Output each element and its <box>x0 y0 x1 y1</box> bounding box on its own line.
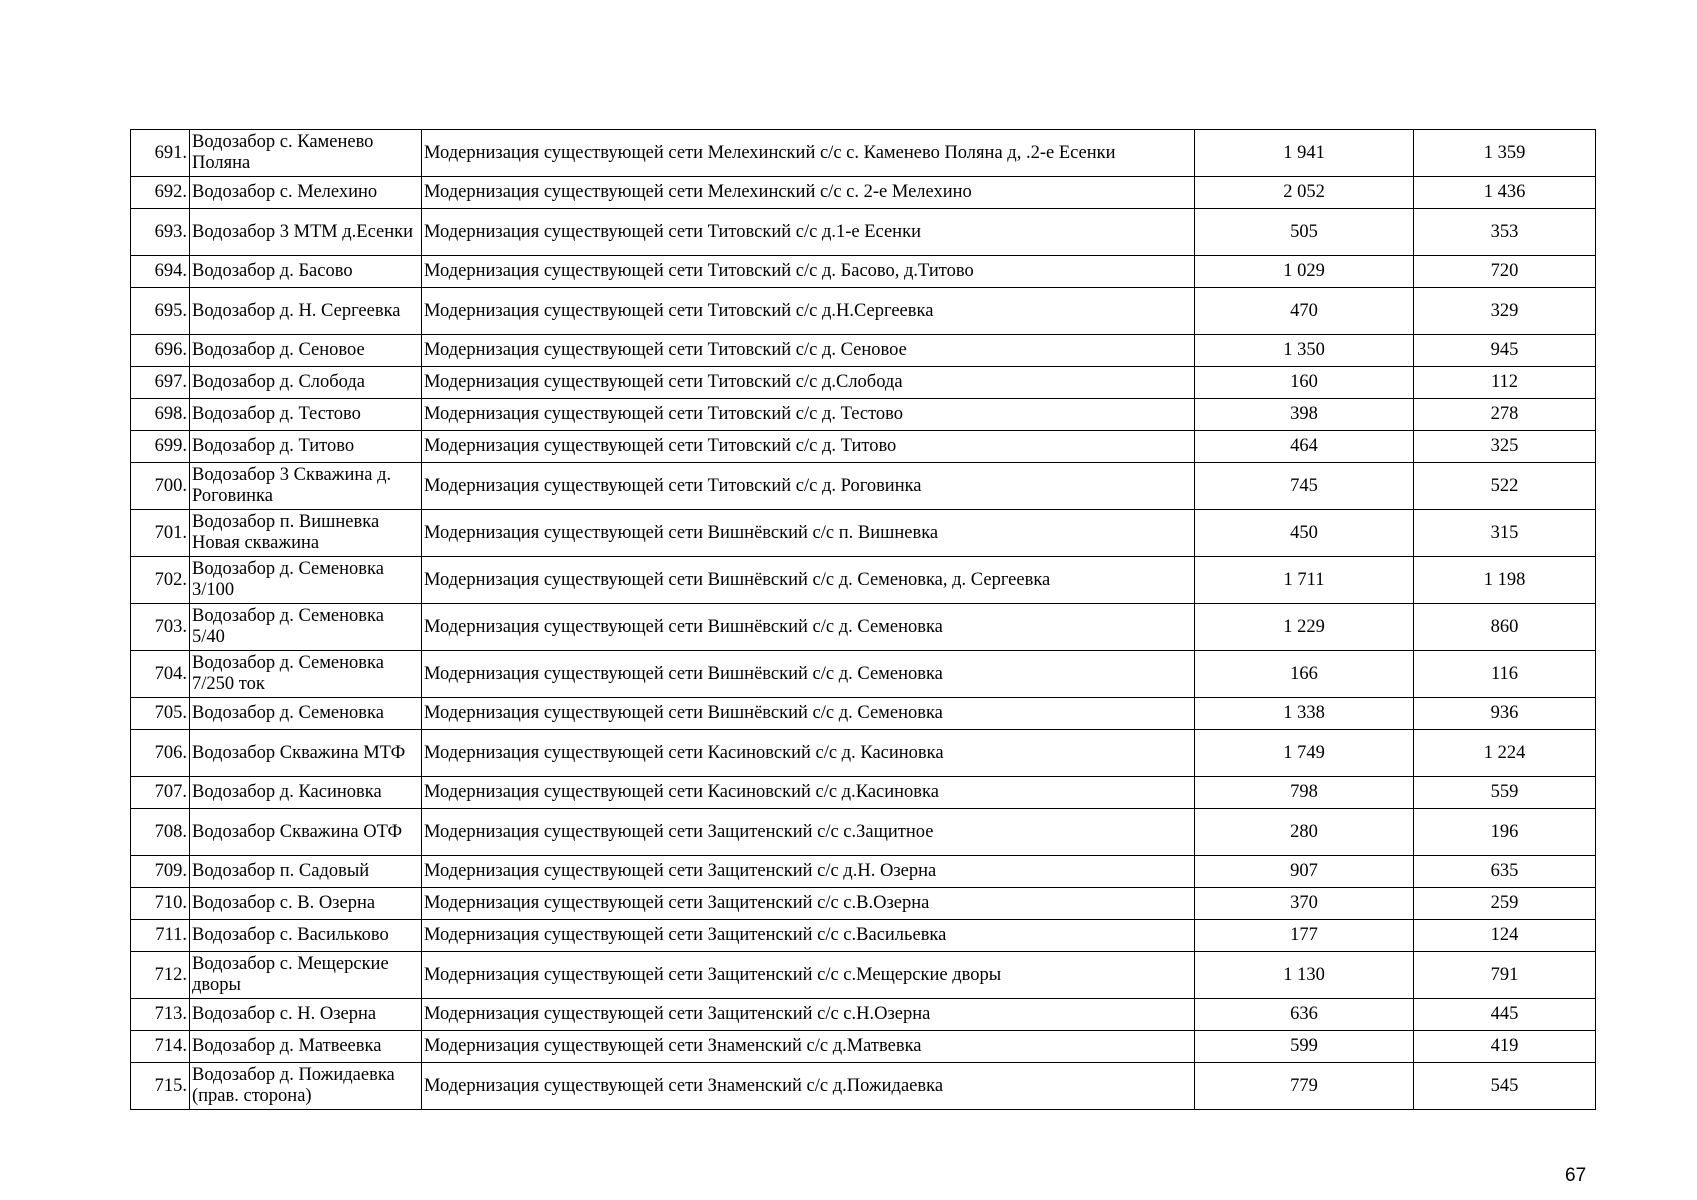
value-cell-2: 315 <box>1414 510 1596 557</box>
value-cell-2: 278 <box>1414 399 1596 431</box>
water-intake-name: Водозабор д. Тестово <box>190 399 422 431</box>
project-description: Модернизация существующей сети Титовский с/с д. Басово, д.Титово <box>422 256 1195 288</box>
value-cell-1: 1 338 <box>1195 698 1414 730</box>
water-intake-name: Водозабор с. Мещерские дворы <box>190 952 422 999</box>
row-number: 710. <box>131 888 190 920</box>
value-cell-2: 112 <box>1414 367 1596 399</box>
row-number: 697. <box>131 367 190 399</box>
project-description: Модернизация существующей сети Вишнёвский с/с п. Вишневка <box>422 510 1195 557</box>
water-intake-name: Водозабор д. Титово <box>190 431 422 463</box>
water-intake-name: Водозабор с. Каменево Поляна <box>190 130 422 177</box>
value-cell-1: 1 749 <box>1195 730 1414 777</box>
project-description: Модернизация существующей сети Титовский с/с д.Слобода <box>422 367 1195 399</box>
water-intake-name: Водозабор д. Сеновое <box>190 335 422 367</box>
project-description: Модернизация существующей сети Титовский с/с д.1-е Есенки <box>422 209 1195 256</box>
project-description: Модернизация существующей сети Защитенский с/с с.Защитное <box>422 809 1195 856</box>
value-cell-2: 522 <box>1414 463 1596 510</box>
water-intake-name: Водозабор 3 Скважина д. Роговинка <box>190 463 422 510</box>
value-cell-1: 370 <box>1195 888 1414 920</box>
value-cell-2: 1 198 <box>1414 557 1596 604</box>
row-number: 691. <box>131 130 190 177</box>
table-row <box>131 999 1596 1031</box>
project-description: Модернизация существующей сети Защитенский с/с с.Н.Озерна <box>422 999 1195 1031</box>
value-cell-1: 599 <box>1195 1031 1414 1063</box>
value-cell-2: 353 <box>1414 209 1596 256</box>
project-description: Модернизация существующей сети Защитенский с/с д.Н. Озерна <box>422 856 1195 888</box>
value-cell-1: 464 <box>1195 431 1414 463</box>
row-number: 713. <box>131 999 190 1031</box>
row-number: 696. <box>131 335 190 367</box>
table-row <box>131 604 1596 651</box>
water-intake-name: Водозабор д. Семеновка 7/250 ток <box>190 651 422 698</box>
value-cell-1: 779 <box>1195 1063 1414 1110</box>
water-intake-table <box>130 129 1596 1110</box>
value-cell-2: 860 <box>1414 604 1596 651</box>
project-description: Модернизация существующей сети Титовский с/с д. Тестово <box>422 399 1195 431</box>
row-number: 705. <box>131 698 190 730</box>
row-number: 709. <box>131 856 190 888</box>
value-cell-2: 1 224 <box>1414 730 1596 777</box>
project-description: Модернизация существующей сети Защитенский с/с с.Васильевка <box>422 920 1195 952</box>
water-intake-name: Водозабор д. Пожидаевка (прав. сторона) <box>190 1063 422 1110</box>
water-intake-name: Водозабор п. Вишневка Новая скважина <box>190 510 422 557</box>
water-intake-name: Водозабор д. Семеновка <box>190 698 422 730</box>
value-cell-1: 160 <box>1195 367 1414 399</box>
water-intake-name: Водозабор с. Васильково <box>190 920 422 952</box>
water-intake-name: Водозабор д. Н. Сергеевка <box>190 288 422 335</box>
value-cell-1: 177 <box>1195 920 1414 952</box>
value-cell-2: 196 <box>1414 809 1596 856</box>
project-description: Модернизация существующей сети Вишнёвский с/с д. Семеновка <box>422 651 1195 698</box>
project-description: Модернизация существующей сети Вишнёвский с/с д. Семеновка <box>422 604 1195 651</box>
row-number: 708. <box>131 809 190 856</box>
row-number: 707. <box>131 777 190 809</box>
table-row <box>131 952 1596 999</box>
table-row <box>131 557 1596 604</box>
water-intake-name: Водозабор Скважина ОТФ <box>190 809 422 856</box>
value-cell-1: 166 <box>1195 651 1414 698</box>
row-number: 715. <box>131 1063 190 1110</box>
project-description: Модернизация существующей сети Вишнёвский с/с д. Семеновка <box>422 698 1195 730</box>
water-intake-name: Водозабор с. Н. Озерна <box>190 999 422 1031</box>
table-row <box>131 399 1596 431</box>
value-cell-2: 936 <box>1414 698 1596 730</box>
value-cell-1: 745 <box>1195 463 1414 510</box>
project-description: Модернизация существующей сети Вишнёвский с/с д. Семеновка, д. Сергеевка <box>422 557 1195 604</box>
value-cell-2: 116 <box>1414 651 1596 698</box>
page-number: 67 <box>1565 1165 1587 1186</box>
value-cell-2: 720 <box>1414 256 1596 288</box>
water-intake-name: Водозабор д. Семеновка 5/40 <box>190 604 422 651</box>
project-description: Модернизация существующей сети Касиновский с/с д.Касиновка <box>422 777 1195 809</box>
water-intake-name: Водозабор д. Басово <box>190 256 422 288</box>
value-cell-1: 280 <box>1195 809 1414 856</box>
row-number: 712. <box>131 952 190 999</box>
table-row <box>131 651 1596 698</box>
project-description: Модернизация существующей сети Титовский с/с д. Роговинка <box>422 463 1195 510</box>
project-description: Модернизация существующей сети Касиновский с/с д. Касиновка <box>422 730 1195 777</box>
value-cell-1: 636 <box>1195 999 1414 1031</box>
value-cell-2: 445 <box>1414 999 1596 1031</box>
value-cell-1: 1 029 <box>1195 256 1414 288</box>
row-number: 692. <box>131 177 190 209</box>
table-row <box>131 510 1596 557</box>
table-row <box>131 730 1596 777</box>
row-number: 693. <box>131 209 190 256</box>
value-cell-2: 791 <box>1414 952 1596 999</box>
value-cell-1: 1 130 <box>1195 952 1414 999</box>
value-cell-2: 1 359 <box>1414 130 1596 177</box>
project-description: Модернизация существующей сети Титовский с/с д. Сеновое <box>422 335 1195 367</box>
row-number: 698. <box>131 399 190 431</box>
table-row <box>131 809 1596 856</box>
row-number: 706. <box>131 730 190 777</box>
table-row <box>131 888 1596 920</box>
value-cell-2: 259 <box>1414 888 1596 920</box>
table-row <box>131 177 1596 209</box>
water-intake-name: Водозабор д. Слобода <box>190 367 422 399</box>
row-number: 702. <box>131 557 190 604</box>
row-number: 711. <box>131 920 190 952</box>
row-number: 695. <box>131 288 190 335</box>
row-number: 694. <box>131 256 190 288</box>
value-cell-2: 559 <box>1414 777 1596 809</box>
table-row <box>131 856 1596 888</box>
value-cell-1: 1 229 <box>1195 604 1414 651</box>
row-number: 700. <box>131 463 190 510</box>
project-description: Модернизация существующей сети Мелехинский с/с с. 2-е Мелехино <box>422 177 1195 209</box>
table-row <box>131 335 1596 367</box>
value-cell-1: 1 711 <box>1195 557 1414 604</box>
value-cell-1: 1 350 <box>1195 335 1414 367</box>
project-description: Модернизация существующей сети Знаменский с/с д.Пожидаевка <box>422 1063 1195 1110</box>
project-description: Модернизация существующей сети Титовский с/с д.Н.Сергеевка <box>422 288 1195 335</box>
row-number: 701. <box>131 510 190 557</box>
value-cell-1: 2 052 <box>1195 177 1414 209</box>
value-cell-1: 505 <box>1195 209 1414 256</box>
water-intake-name: Водозабор д. Касиновка <box>190 777 422 809</box>
project-description: Модернизация существующей сети Титовский с/с д. Титово <box>422 431 1195 463</box>
project-description: Модернизация существующей сети Знаменский с/с д.Матвевка <box>422 1031 1195 1063</box>
value-cell-1: 450 <box>1195 510 1414 557</box>
table-row <box>131 130 1596 177</box>
value-cell-2: 945 <box>1414 335 1596 367</box>
value-cell-2: 1 436 <box>1414 177 1596 209</box>
value-cell-2: 124 <box>1414 920 1596 952</box>
row-number: 699. <box>131 431 190 463</box>
table-row <box>131 367 1596 399</box>
value-cell-2: 545 <box>1414 1063 1596 1110</box>
table-row <box>131 288 1596 335</box>
value-cell-2: 325 <box>1414 431 1596 463</box>
value-cell-1: 398 <box>1195 399 1414 431</box>
table-row <box>131 1063 1596 1110</box>
value-cell-2: 329 <box>1414 288 1596 335</box>
project-description: Модернизация существующей сети Защитенский с/с с.Мещерские дворы <box>422 952 1195 999</box>
project-description: Модернизация существующей сети Защитенский с/с с.В.Озерна <box>422 888 1195 920</box>
value-cell-1: 1 941 <box>1195 130 1414 177</box>
water-intake-name: Водозабор п. Садовый <box>190 856 422 888</box>
value-cell-1: 798 <box>1195 777 1414 809</box>
table-body <box>131 130 1596 1110</box>
row-number: 704. <box>131 651 190 698</box>
value-cell-2: 419 <box>1414 1031 1596 1063</box>
table-row <box>131 463 1596 510</box>
water-intake-name: Водозабор д. Семеновка 3/100 <box>190 557 422 604</box>
project-description: Модернизация существующей сети Мелехинский с/с с. Каменево Поляна д, .2-е Есенки <box>422 130 1195 177</box>
water-intake-name: Водозабор Скважина МТФ <box>190 730 422 777</box>
value-cell-2: 635 <box>1414 856 1596 888</box>
table-row <box>131 920 1596 952</box>
table-row <box>131 431 1596 463</box>
value-cell-1: 470 <box>1195 288 1414 335</box>
value-cell-1: 907 <box>1195 856 1414 888</box>
table-row <box>131 777 1596 809</box>
water-intake-name: Водозабор с. В. Озерна <box>190 888 422 920</box>
water-intake-name: Водозабор д. Матвеевка <box>190 1031 422 1063</box>
table-row <box>131 1031 1596 1063</box>
water-intake-name: Водозабор с. Мелехино <box>190 177 422 209</box>
water-intake-name: Водозабор 3 МТМ д.Есенки <box>190 209 422 256</box>
table-row <box>131 209 1596 256</box>
row-number: 703. <box>131 604 190 651</box>
table-row <box>131 698 1596 730</box>
table-row <box>131 256 1596 288</box>
row-number: 714. <box>131 1031 190 1063</box>
